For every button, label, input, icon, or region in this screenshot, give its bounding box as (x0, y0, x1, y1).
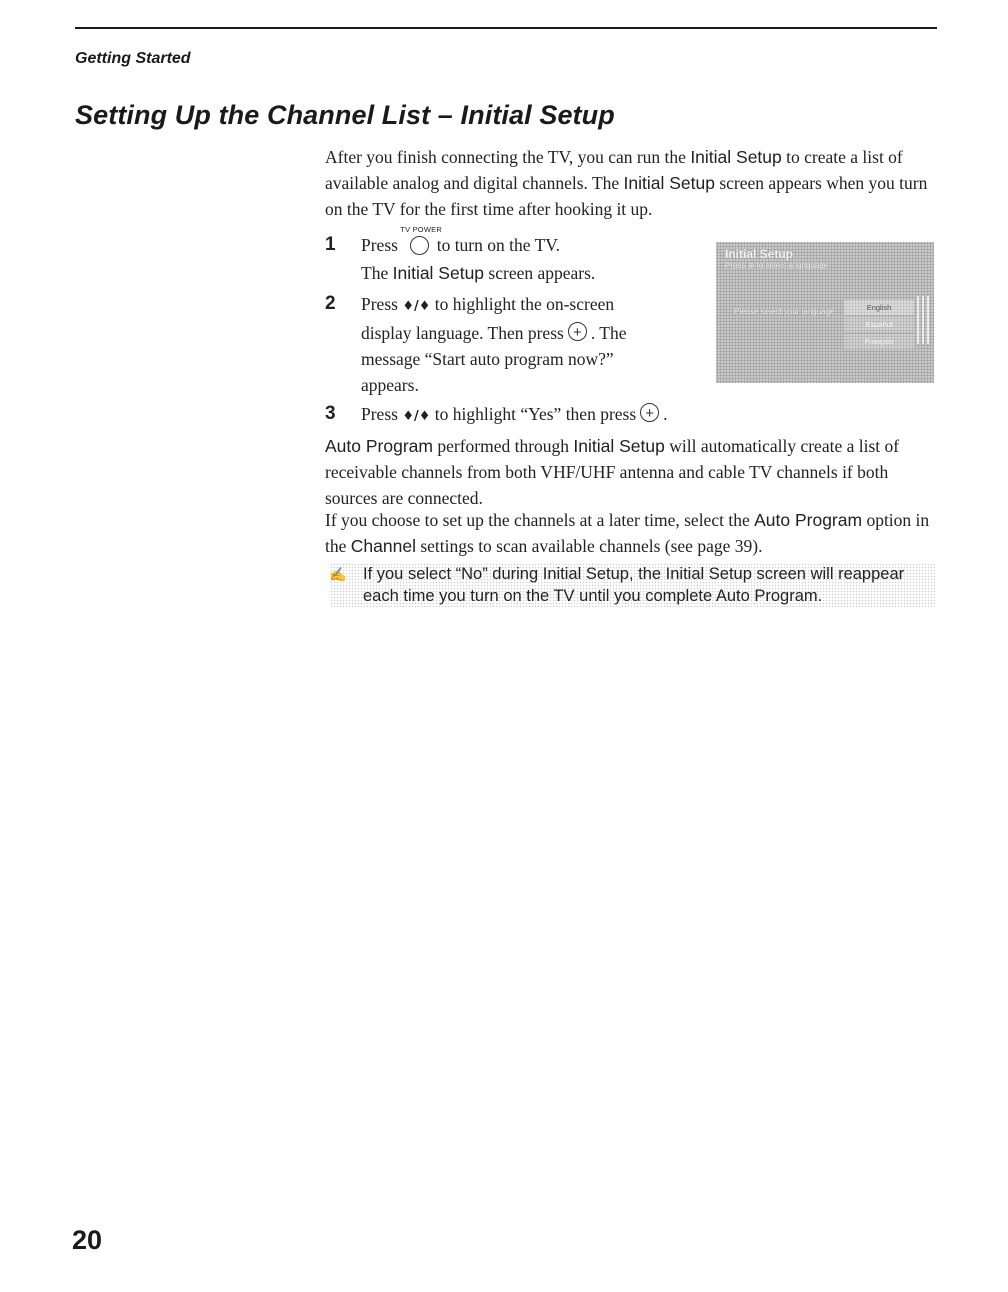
header-rule (75, 27, 937, 29)
page-title: Setting Up the Channel List – Initial Setup (75, 100, 615, 130)
note-pencil-icon: ✍ (329, 566, 347, 582)
step-body (361, 224, 596, 286)
tv-power-button (400, 224, 442, 260)
para-text: will automatically create a list of receivable channels from both VHF/UHF antenna and cable TV channels if both sources are connected. (325, 436, 900, 508)
auto-program-term: Auto Program (754, 510, 863, 530)
step-text: screen appears. (484, 262, 596, 283)
step-body (361, 291, 626, 398)
tv-screen-scrollbar-decoration (917, 296, 931, 344)
note-text: If you select “No” during Initial Setup, the Initial Setup screen will reappear each time you turn on the TV until you complete Auto Program. (363, 565, 905, 605)
enter-button-icon (568, 322, 587, 341)
initial-setup-term: Initial Setup (623, 173, 715, 193)
tv-screen-subtitle: Press ⊕ to select a language (725, 261, 829, 270)
up-down-arrow-icon: ♦/♦ (402, 299, 431, 314)
language-option: English (844, 300, 914, 315)
intro-text: to create a list of available analog and digital channels. The (325, 147, 903, 193)
step-text: display language. Then press (361, 323, 564, 343)
initial-setup-term: Initial Setup (392, 262, 485, 283)
para-text: option in the (325, 510, 930, 556)
step-3-line-1 (361, 401, 668, 430)
step-number: 3 (325, 403, 336, 424)
step-text: Press (361, 235, 398, 255)
step-number: 2 (325, 293, 336, 314)
step-2-line-4: appears. (361, 375, 419, 395)
intro-text: screen appears when you turn on the TV for the first time after hooking it up. (325, 173, 928, 219)
intro-text: After you finish connecting the TV, you can run the (325, 147, 691, 167)
step-1 (325, 224, 705, 288)
step-text: Press (361, 404, 403, 424)
step-1-line-2 (361, 260, 595, 286)
tv-power-caption: TV POWER (400, 224, 442, 234)
intro-paragraph (325, 144, 940, 222)
later-setup-paragraph (325, 507, 937, 559)
step-text: to highlight “Yes” then press (430, 404, 637, 424)
step-text: Press (361, 294, 403, 314)
auto-program-paragraph (325, 433, 937, 511)
initial-setup-term: Initial Setup (573, 436, 665, 456)
step-3 (325, 401, 785, 429)
section-label: Getting Started (75, 50, 191, 67)
initial-setup-screen-image (716, 242, 934, 383)
auto-program-term: Auto Program (325, 436, 433, 456)
para-text: settings to scan available channels (see page 39). (415, 536, 763, 556)
para-text: performed through (432, 436, 574, 456)
power-button-icon (410, 236, 429, 255)
step-body (361, 401, 668, 430)
channel-term: Channel (350, 536, 416, 556)
language-options (844, 300, 914, 351)
note-box (330, 563, 935, 607)
step-number: 1 (325, 234, 336, 255)
step-2-line-2 (361, 320, 626, 346)
enter-button-icon (640, 403, 659, 422)
step-text: to turn on the TV. (436, 235, 561, 255)
initial-setup-term: Initial Setup (690, 147, 782, 167)
language-option: Français (844, 334, 914, 349)
step-text: . The (590, 323, 627, 343)
up-down-arrow-icon: ♦/♦ (402, 409, 431, 424)
step-2-line-1 (361, 291, 626, 320)
page-number: 20 (72, 1225, 103, 1255)
para-text: If you choose to set up the channels at a later time, select the (325, 510, 755, 530)
step-1-line-1 (361, 224, 595, 260)
step-text: to highlight the on-screen (430, 294, 615, 314)
language-option: Español (844, 317, 914, 332)
tv-screen-title: Initial Setup (725, 247, 794, 261)
step-text: . (663, 404, 668, 424)
step-text: The (361, 262, 393, 283)
step-2 (325, 291, 705, 401)
step-2-line-3: message “Start auto program now?” (361, 349, 614, 369)
tv-screen-prompt: Please select your language (734, 307, 835, 316)
